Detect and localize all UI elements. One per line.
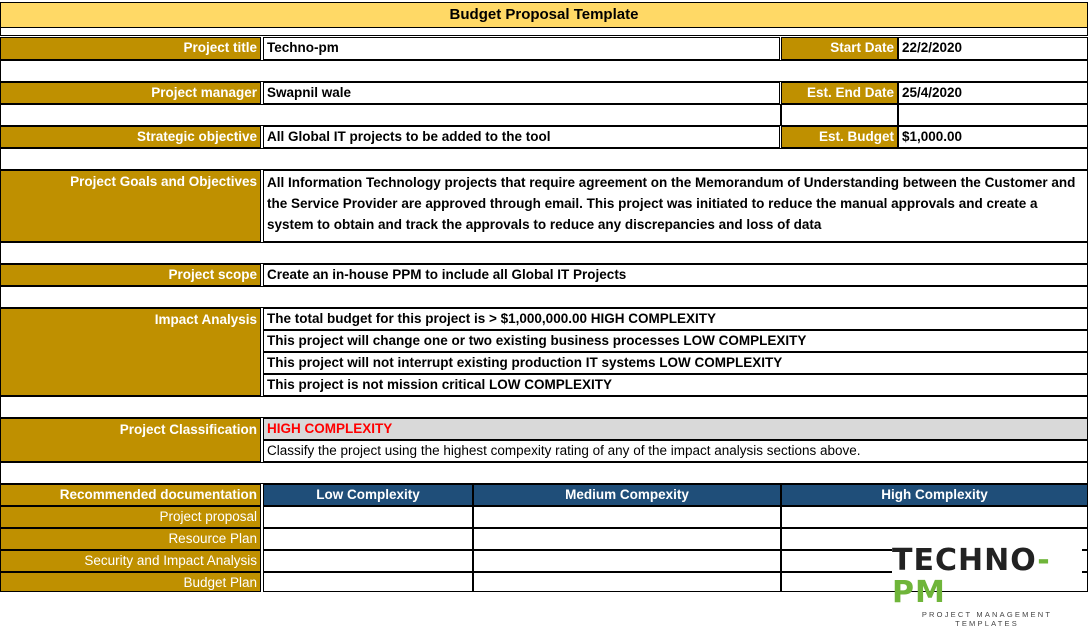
logo-main-left: TECHNO: [892, 543, 1038, 578]
impact-analysis-label: Impact Analysis: [0, 308, 261, 396]
classification-label: Project Classification: [0, 418, 261, 462]
start-date-value[interactable]: 22/2/2020: [898, 37, 1088, 60]
logo-subtitle: PROJECT MANAGEMENT TEMPLATES: [921, 610, 1053, 628]
blank-row: [0, 28, 1088, 36]
blank-row: [0, 462, 1088, 484]
doc-cell[interactable]: [473, 550, 781, 572]
blank-row: [0, 60, 1088, 82]
doc-cell[interactable]: [263, 506, 473, 528]
doc-row-label: Resource Plan: [0, 528, 261, 550]
blank-cell: [898, 104, 1088, 126]
blank-row: [0, 286, 1088, 308]
impact-line[interactable]: This project will change one or two existing business processes LOW COMPLEXITY: [263, 330, 1088, 352]
techno-pm-logo: [892, 543, 1082, 628]
impact-line[interactable]: This project is not mission critical LOW COMPLEXITY: [263, 374, 1088, 396]
blank-row: [0, 396, 1088, 418]
blank-row: [0, 242, 1088, 264]
impact-line[interactable]: The total budget for this project is > $1,000,000.00 HIGH COMPLEXITY: [263, 308, 1088, 330]
page-title: Budget Proposal Template: [0, 2, 1088, 28]
blank-cell: [781, 104, 898, 126]
doc-cell[interactable]: [263, 572, 473, 592]
goals-value[interactable]: All Information Technology projects that require agreement on the Memorandum of Understanding between the Customer and the Service Provider are approved through email. This project was initiated to reduce the manual approvals and create a system to obtain and track the approvals to reduce any discrepancies and loss of data: [263, 170, 1088, 242]
project-manager-value[interactable]: Swapnil wale: [263, 82, 780, 104]
strategic-objective-label: Strategic objective: [0, 126, 261, 148]
doc-cell[interactable]: [781, 506, 1088, 528]
doc-cell[interactable]: [263, 550, 473, 572]
est-budget-label: Est. Budget: [781, 126, 898, 148]
logo-main-right: -PM: [892, 543, 1051, 610]
classification-note: Classify the project using the highest compexity rating of any of the impact analysis sections above.: [263, 440, 1088, 462]
classification-value[interactable]: [263, 418, 1088, 440]
column-header-low: Low Complexity: [263, 484, 473, 506]
doc-row-label: Budget Plan: [0, 572, 261, 592]
doc-row-label: Project proposal: [0, 506, 261, 528]
goals-label: Project Goals and Objectives: [0, 170, 261, 242]
doc-cell[interactable]: [473, 572, 781, 592]
strategic-objective-value[interactable]: All Global IT projects to be added to the tool: [263, 126, 780, 148]
scope-label: Project scope: [0, 264, 261, 286]
est-end-date-value[interactable]: 25/4/2020: [898, 82, 1088, 104]
blank-row: [0, 104, 781, 126]
impact-line[interactable]: This project will not interrupt existing production IT systems LOW COMPLEXITY: [263, 352, 1088, 374]
documentation-label: Recommended documentation: [0, 484, 261, 506]
scope-value[interactable]: Create an in-house PPM to include all Global IT Projects: [263, 264, 1088, 286]
doc-cell[interactable]: [473, 506, 781, 528]
est-budget-value[interactable]: $1,000.00: [898, 126, 1088, 148]
project-title-label: Project title: [0, 37, 261, 60]
project-title-value[interactable]: Techno-pm: [263, 37, 780, 60]
classification-text: HIGH COMPLEXITY: [267, 421, 393, 436]
blank-row: [0, 148, 1088, 170]
column-header-high: High Complexity: [781, 484, 1088, 506]
est-end-date-label: Est. End Date: [781, 82, 898, 104]
column-header-medium: Medium Compexity: [473, 484, 781, 506]
doc-cell[interactable]: [263, 528, 473, 550]
project-manager-label: Project manager: [0, 82, 261, 104]
doc-cell[interactable]: [473, 528, 781, 550]
doc-row-label: Security and Impact Analysis: [0, 550, 261, 572]
start-date-label: Start Date: [781, 37, 898, 60]
